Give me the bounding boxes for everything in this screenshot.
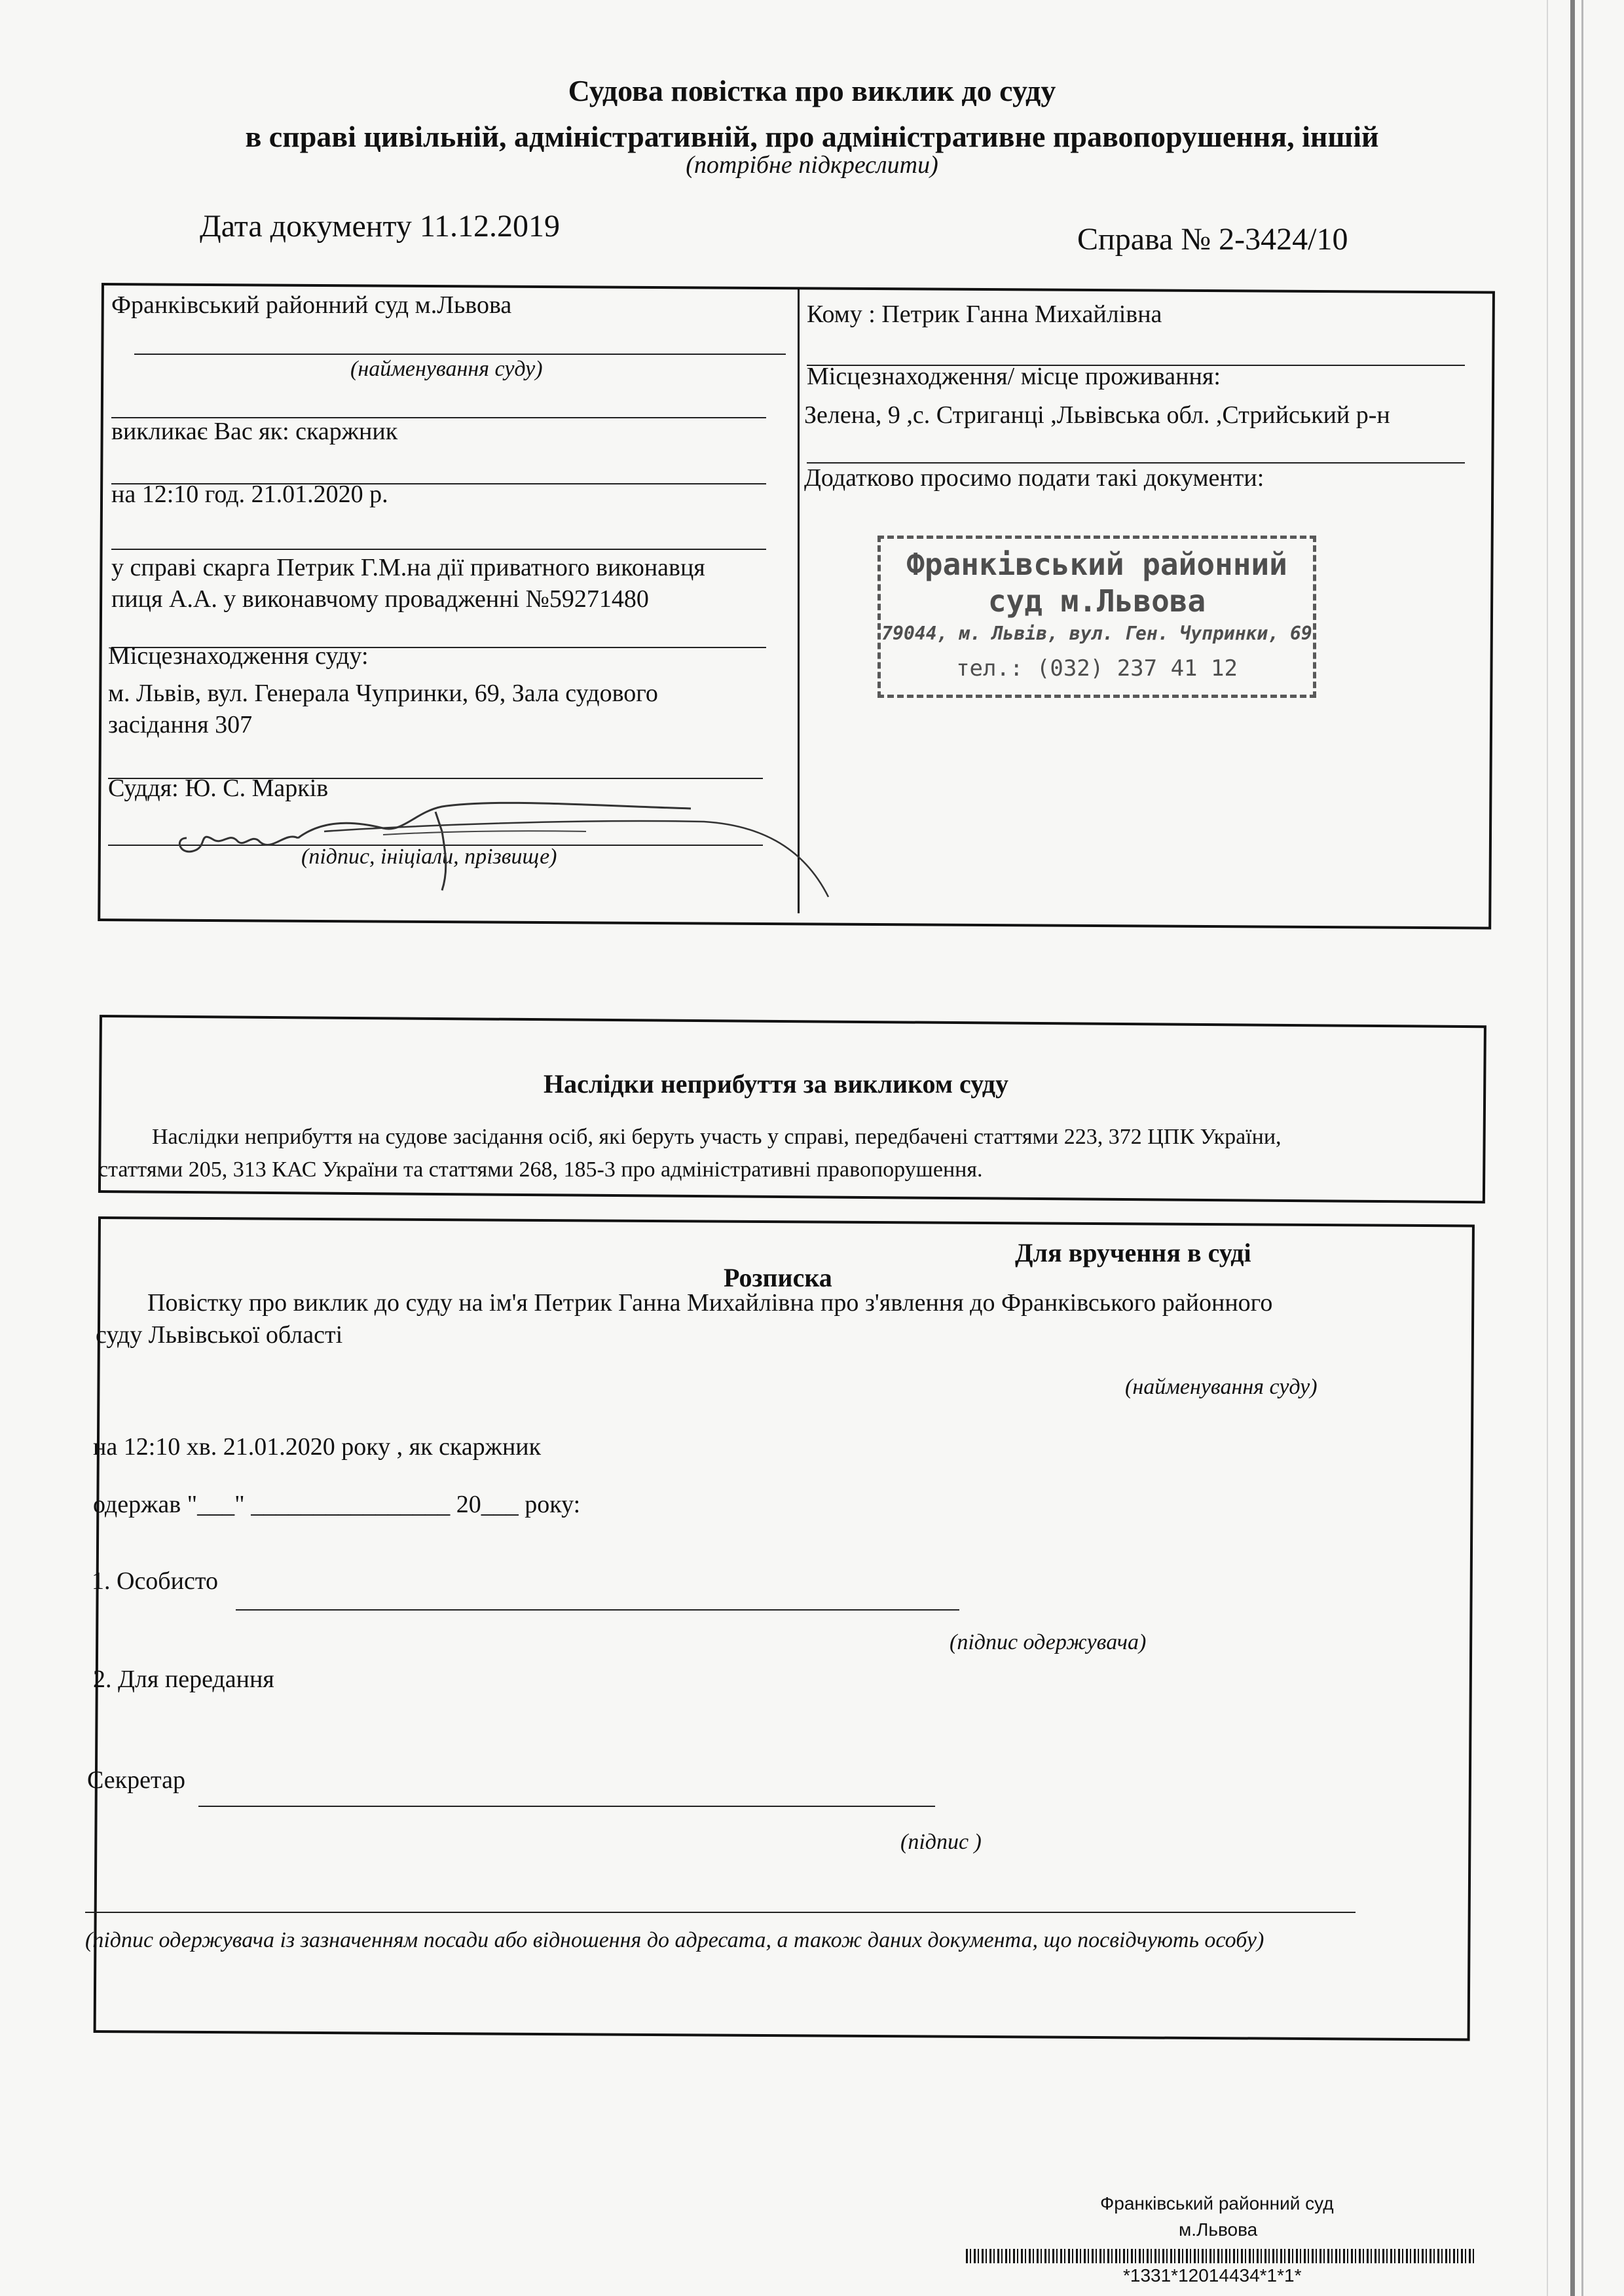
recipient: Кому : Петрик Ганна Михайлівна: [807, 301, 1162, 328]
case-number: Справа № 2-3424/10: [1077, 222, 1348, 257]
personally-line: [236, 1609, 959, 1611]
documents-request: Додатково просимо подати такі документи:: [804, 464, 1264, 492]
consequences-heading: Наслідки неприбуття за викликом суду: [544, 1069, 1008, 1099]
receipt-for-transfer: 2. Для передання: [93, 1666, 274, 1693]
footer-court-line-1: Франківський районний суд: [1100, 2193, 1334, 2214]
stamp-line-4: тел.: (032) 237 41 12: [956, 655, 1238, 682]
barcode: [966, 2249, 1477, 2263]
consequences-text-1: Наслідки неприбуття на судове засідання осіб, які беруть участь у справі, передбачені статтями 223, 372 ЦПК України,: [152, 1125, 1282, 1149]
scan-edge-shadow-2: [1581, 0, 1583, 2296]
consequences-text-2: статтями 205, 313 КАС України та статтями 268, 185-3 про адміністративні правопорушення.: [98, 1157, 983, 1182]
judge-name: Суддя: Ю. С. Марків: [108, 774, 329, 802]
secretary-line: [198, 1806, 935, 1807]
stamp-line-3: 79044, м. Львів, вул. Ген. Чупринки, 69: [881, 623, 1312, 644]
case-description-1: у справі скарга Петрик Г.М.на дії приватного виконавця: [111, 554, 705, 581]
judge-signature: [167, 792, 848, 903]
receipt-personally: 1. Особисто: [92, 1567, 218, 1595]
title-note: (потрібне підкреслити): [686, 151, 938, 179]
scan-edge: [1547, 0, 1548, 2296]
court-name: Франківський районний суд м.Львова: [111, 291, 512, 319]
receipt-text-2: суду Львівської області: [96, 1321, 343, 1349]
recipient-signature-caption: (підпис одержувача): [950, 1630, 1147, 1654]
receipt-court-caption: (найменування суду): [1125, 1375, 1318, 1399]
title-line-2: в справі цивільній, адміністративній, про адміністративне правопорушення, іншій: [245, 120, 1379, 153]
receipt-heading: Розписка: [724, 1263, 832, 1292]
barcode-text: *1331*12014434*1*1*: [1123, 2265, 1302, 2286]
scan-edge-shadow: [1570, 0, 1575, 2296]
court-location-2: засідання 307: [108, 711, 253, 738]
court-stamp: [877, 536, 1316, 698]
case-description-2: пиця А.А. у виконавчому провадженні №59271480: [111, 585, 649, 613]
stamp-line-2: суд м.Львова: [987, 583, 1206, 619]
receipt-text-1: Повістку про виклик до суду на ім'я Петрик Ганна Михайлівна про з'явлення до Франківського районного: [147, 1289, 1273, 1317]
court-location-label: Місцезнаходження суду:: [108, 642, 369, 670]
receipt-secretary: Секретар: [87, 1766, 185, 1794]
residence-label: Місцезнаходження/ місце проживання:: [807, 363, 1221, 390]
receipt-time: на 12:10 хв. 21.01.2020 року , як скаржник: [93, 1433, 542, 1461]
for-court-delivery: Для вручення в суді: [1015, 1238, 1251, 1267]
document-date: Дата документу 11.12.2019: [200, 209, 561, 244]
secretary-signature-caption: (підпис ): [900, 1830, 982, 1854]
title-line-1: Судова повістка про виклик до суду: [568, 74, 1056, 107]
residence-address: Зелена, 9 ,с. Стриганці ,Львівська обл. ,Стрийський р-н: [804, 401, 1390, 429]
signature-caption: (підпис, ініціали, прізвище): [301, 845, 557, 869]
court-name-caption: (найменування суду): [350, 357, 543, 381]
stamp-line-1: Франківський районний: [906, 547, 1287, 582]
receipt-footer-note: (підпис одержувача із зазначенням посади або відношення до адресата, а також даних документа, що посвідчують особу): [85, 1928, 1264, 1952]
recipient-footer-line: [85, 1912, 1356, 1913]
separator-line: [111, 549, 766, 550]
receipt-received: одержав "___" ________________ 20___ року:: [93, 1491, 581, 1518]
court-name-line: [134, 354, 786, 355]
court-location-1: м. Львів, вул. Генерала Чупринки, 69, Зала судового: [108, 680, 658, 707]
footer-court-line-2: м.Львова: [1179, 2219, 1258, 2240]
calls-as: викликає Вас як: скаржник: [111, 418, 398, 445]
hearing-time: на 12:10 год. 21.01.2020 р.: [111, 481, 388, 508]
